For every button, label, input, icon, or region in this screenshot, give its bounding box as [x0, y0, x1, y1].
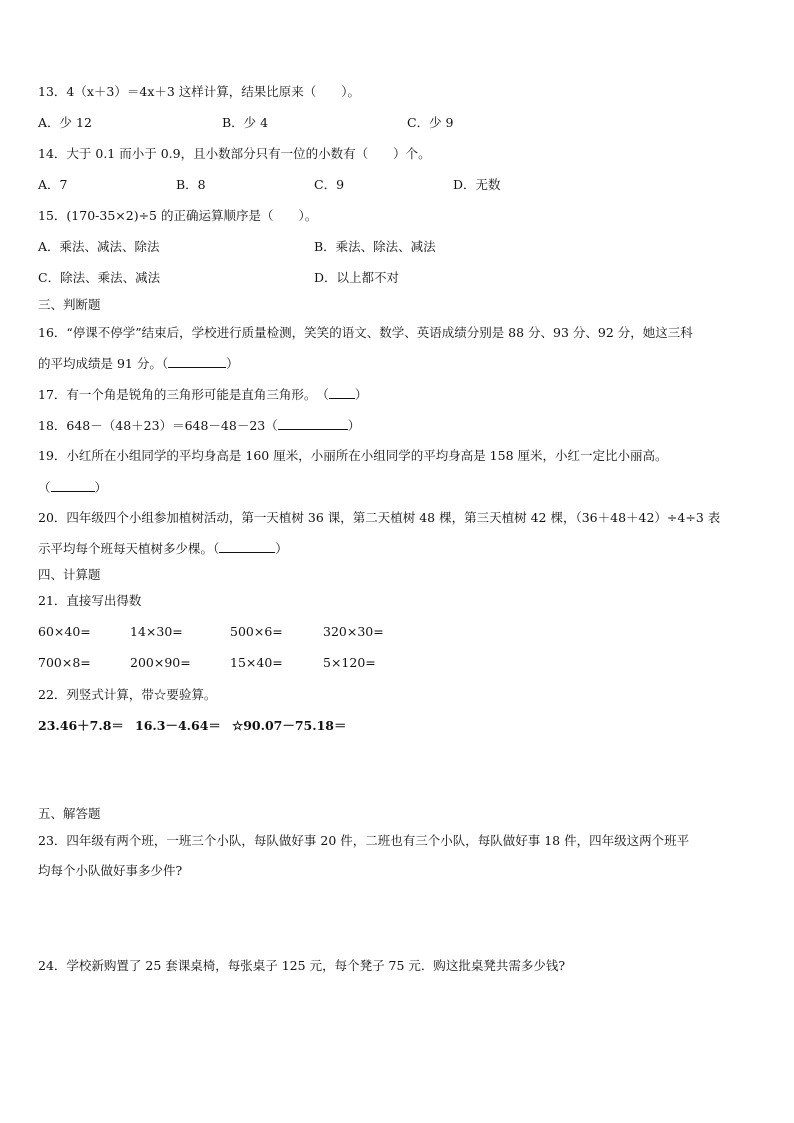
question-20-line2 [38, 540, 288, 557]
question-24: 24．学校新购置了 25 套课桌椅，每张桌子 125 元，每个凳子 75 元．购这批桌凳共需多少钱? [38, 958, 566, 973]
q20-close-paren: ） [275, 541, 288, 556]
q19-close-paren: ） [94, 480, 108, 495]
q16-answer-blank[interactable] [168, 355, 226, 368]
question-18 [38, 417, 360, 434]
q17-text: 17．有一个角是锐角的三角形可能是直角三角形。 （ [38, 387, 329, 402]
question-17 [38, 386, 367, 403]
q14-option-c: C．9 [314, 177, 345, 192]
q22-problem: 23.46＋7.8＝ [38, 718, 124, 733]
question-21-title: 21．直接写出得数 [38, 593, 142, 608]
q21-problem: 15×40= [230, 655, 283, 670]
question-19-line2 [38, 479, 107, 496]
section-heading-judgement: 三、判断题 [38, 297, 101, 312]
question-14-stem: 14．大于 0.1 而小于 0.9，且小数部分只有一位的小数有（ ）个。 [38, 146, 431, 161]
q21-problem: 60×40= [38, 624, 91, 639]
q14-option-d: D．无数 [453, 177, 501, 192]
q21-problem: 500×6= [230, 624, 283, 639]
q13-option-a: A．少 12 [38, 115, 92, 130]
q22-problem: 16.3－4.64＝ [135, 718, 221, 733]
q17-answer-blank[interactable] [329, 386, 355, 399]
q14-option-b: B．8 [176, 177, 206, 192]
question-19-line1: 19．小红所在小组同学的平均身高是 160 厘米，小丽所在小组同学的平均身高是 158 厘米，小红一定比小丽高。 [38, 448, 668, 463]
question-16-line1: 16．“停课不停学”结束后，学校进行质量检测，笑笑的语文、数学、英语成绩分别是 88 分、93 分、92 分，她这三科 [38, 325, 693, 340]
q15-option-c: C．除法、乘法、减法 [38, 270, 161, 285]
q18-close-paren: ） [347, 418, 361, 433]
question-13-stem: 13．4（x＋3）＝4x＋3 这样计算，结果比原来（ ）。 [38, 84, 361, 99]
q15-option-b: B．乘法、除法、减法 [314, 239, 436, 254]
q18-answer-blank[interactable] [278, 417, 348, 430]
q20-text: 示平均每个班每天植树多少棵。（ [38, 541, 220, 556]
q19-open-paren: （ [38, 480, 51, 495]
question-22-title: 22．列竖式计算，带☆要验算。 [38, 687, 217, 702]
q18-text: 18．648－（48＋23）＝648－48－23（ [38, 418, 278, 433]
q21-problem: 200×90= [130, 655, 191, 670]
question-23-line2: 均每个小队做好事多少件? [38, 863, 183, 878]
q19-answer-blank[interactable] [51, 479, 95, 492]
q15-option-d: D．以上都不对 [314, 270, 400, 285]
q14-option-a: A．7 [38, 177, 68, 192]
question-23-line1: 23．四年级有两个班，一班三个小队，每队做好事 20 件，二班也有三个小队，每队做好事 18 件，四年级这两个班平 [38, 833, 690, 848]
q20-answer-blank[interactable] [219, 540, 275, 553]
q17-close-paren: ） [354, 387, 368, 402]
section-heading-calculation: 四、计算题 [38, 567, 101, 582]
question-20-line1: 20．四年级四个小组参加植树活动，第一天植树 36 课，第二天植树 48 棵，第三天植树 42 棵，（36＋48＋42）÷4÷3 表 [38, 510, 721, 525]
q15-option-a: A．乘法、减法、除法 [38, 239, 160, 254]
question-15-stem: 15．(170-35×2)÷5 的正确运算顺序是（ ）。 [38, 208, 318, 223]
q16-close-paren: ） [226, 356, 239, 371]
q22-problem: ☆90.07－75.18＝ [232, 718, 347, 733]
section-heading-word-problems: 五、解答题 [38, 806, 101, 821]
q13-option-b: B．少 4 [222, 115, 269, 130]
q16-text: 的平均成绩是 91 分。（ [38, 356, 169, 371]
q21-problem: 14×30= [130, 624, 183, 639]
q13-option-c: C．少 9 [407, 115, 454, 130]
q21-problem: 700×8= [38, 655, 91, 670]
question-16-line2 [38, 355, 239, 372]
q21-problem: 320×30= [323, 624, 384, 639]
q21-problem: 5×120= [323, 655, 376, 670]
